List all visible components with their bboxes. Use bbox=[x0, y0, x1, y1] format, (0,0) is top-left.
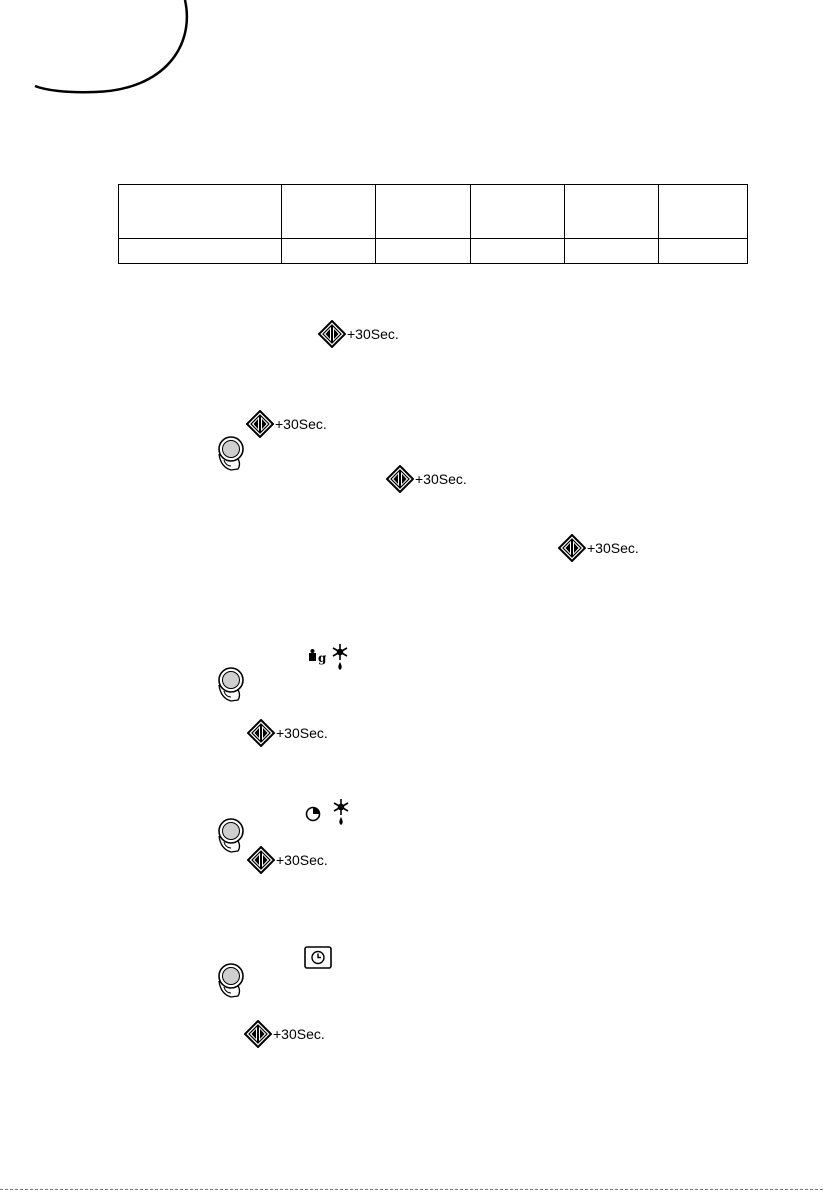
table-header-cell bbox=[376, 185, 471, 239]
start-button-label: +30Sec. bbox=[275, 416, 327, 432]
table-header-cell bbox=[282, 185, 376, 239]
table-cell bbox=[471, 239, 565, 264]
start-30sec-button[interactable] bbox=[247, 846, 328, 874]
start-diamond-icon bbox=[386, 465, 414, 493]
time-defrost-icon bbox=[304, 796, 354, 828]
start-diamond-icon bbox=[247, 846, 275, 874]
page-corner-arc bbox=[0, 0, 200, 100]
page-bottom-rule bbox=[0, 1189, 823, 1190]
rotary-dial-hand-icon[interactable] bbox=[216, 434, 246, 472]
rotary-dial-hand-icon[interactable] bbox=[216, 961, 246, 999]
table-cell bbox=[119, 239, 282, 264]
start-button-label: +30Sec. bbox=[276, 852, 328, 868]
table-cell bbox=[565, 239, 659, 264]
start-30sec-button[interactable] bbox=[318, 320, 399, 348]
weight-defrost-icon bbox=[306, 641, 354, 673]
table-cell bbox=[376, 239, 471, 264]
table-cell bbox=[659, 239, 748, 264]
start-diamond-icon bbox=[318, 320, 346, 348]
table-header-cell bbox=[119, 185, 282, 239]
start-diamond-icon bbox=[244, 1020, 272, 1048]
start-button-label: +30Sec. bbox=[415, 471, 467, 487]
start-button-label: +30Sec. bbox=[276, 725, 328, 741]
start-button-label: +30Sec. bbox=[587, 540, 639, 556]
rotary-dial-hand-icon[interactable] bbox=[216, 665, 246, 703]
table-row bbox=[119, 239, 748, 264]
svg-text:g: g bbox=[318, 651, 327, 665]
start-30sec-button[interactable] bbox=[247, 719, 328, 747]
start-30sec-button[interactable] bbox=[246, 410, 327, 438]
table-header-cell bbox=[471, 185, 565, 239]
spec-table bbox=[118, 184, 748, 264]
start-diamond-icon bbox=[558, 534, 586, 562]
start-button-label: +30Sec. bbox=[347, 326, 399, 342]
start-30sec-button[interactable] bbox=[386, 465, 467, 493]
start-button-label: +30Sec. bbox=[273, 1026, 325, 1042]
table-header-cell bbox=[565, 185, 659, 239]
start-30sec-button[interactable] bbox=[558, 534, 639, 562]
table-header-row bbox=[119, 185, 748, 239]
start-diamond-icon bbox=[246, 410, 274, 438]
start-30sec-button[interactable] bbox=[244, 1020, 325, 1048]
clock-icon bbox=[303, 946, 333, 970]
table-header-cell bbox=[659, 185, 748, 239]
table-cell bbox=[282, 239, 376, 264]
start-diamond-icon bbox=[247, 719, 275, 747]
rotary-dial-hand-icon[interactable] bbox=[216, 816, 246, 854]
